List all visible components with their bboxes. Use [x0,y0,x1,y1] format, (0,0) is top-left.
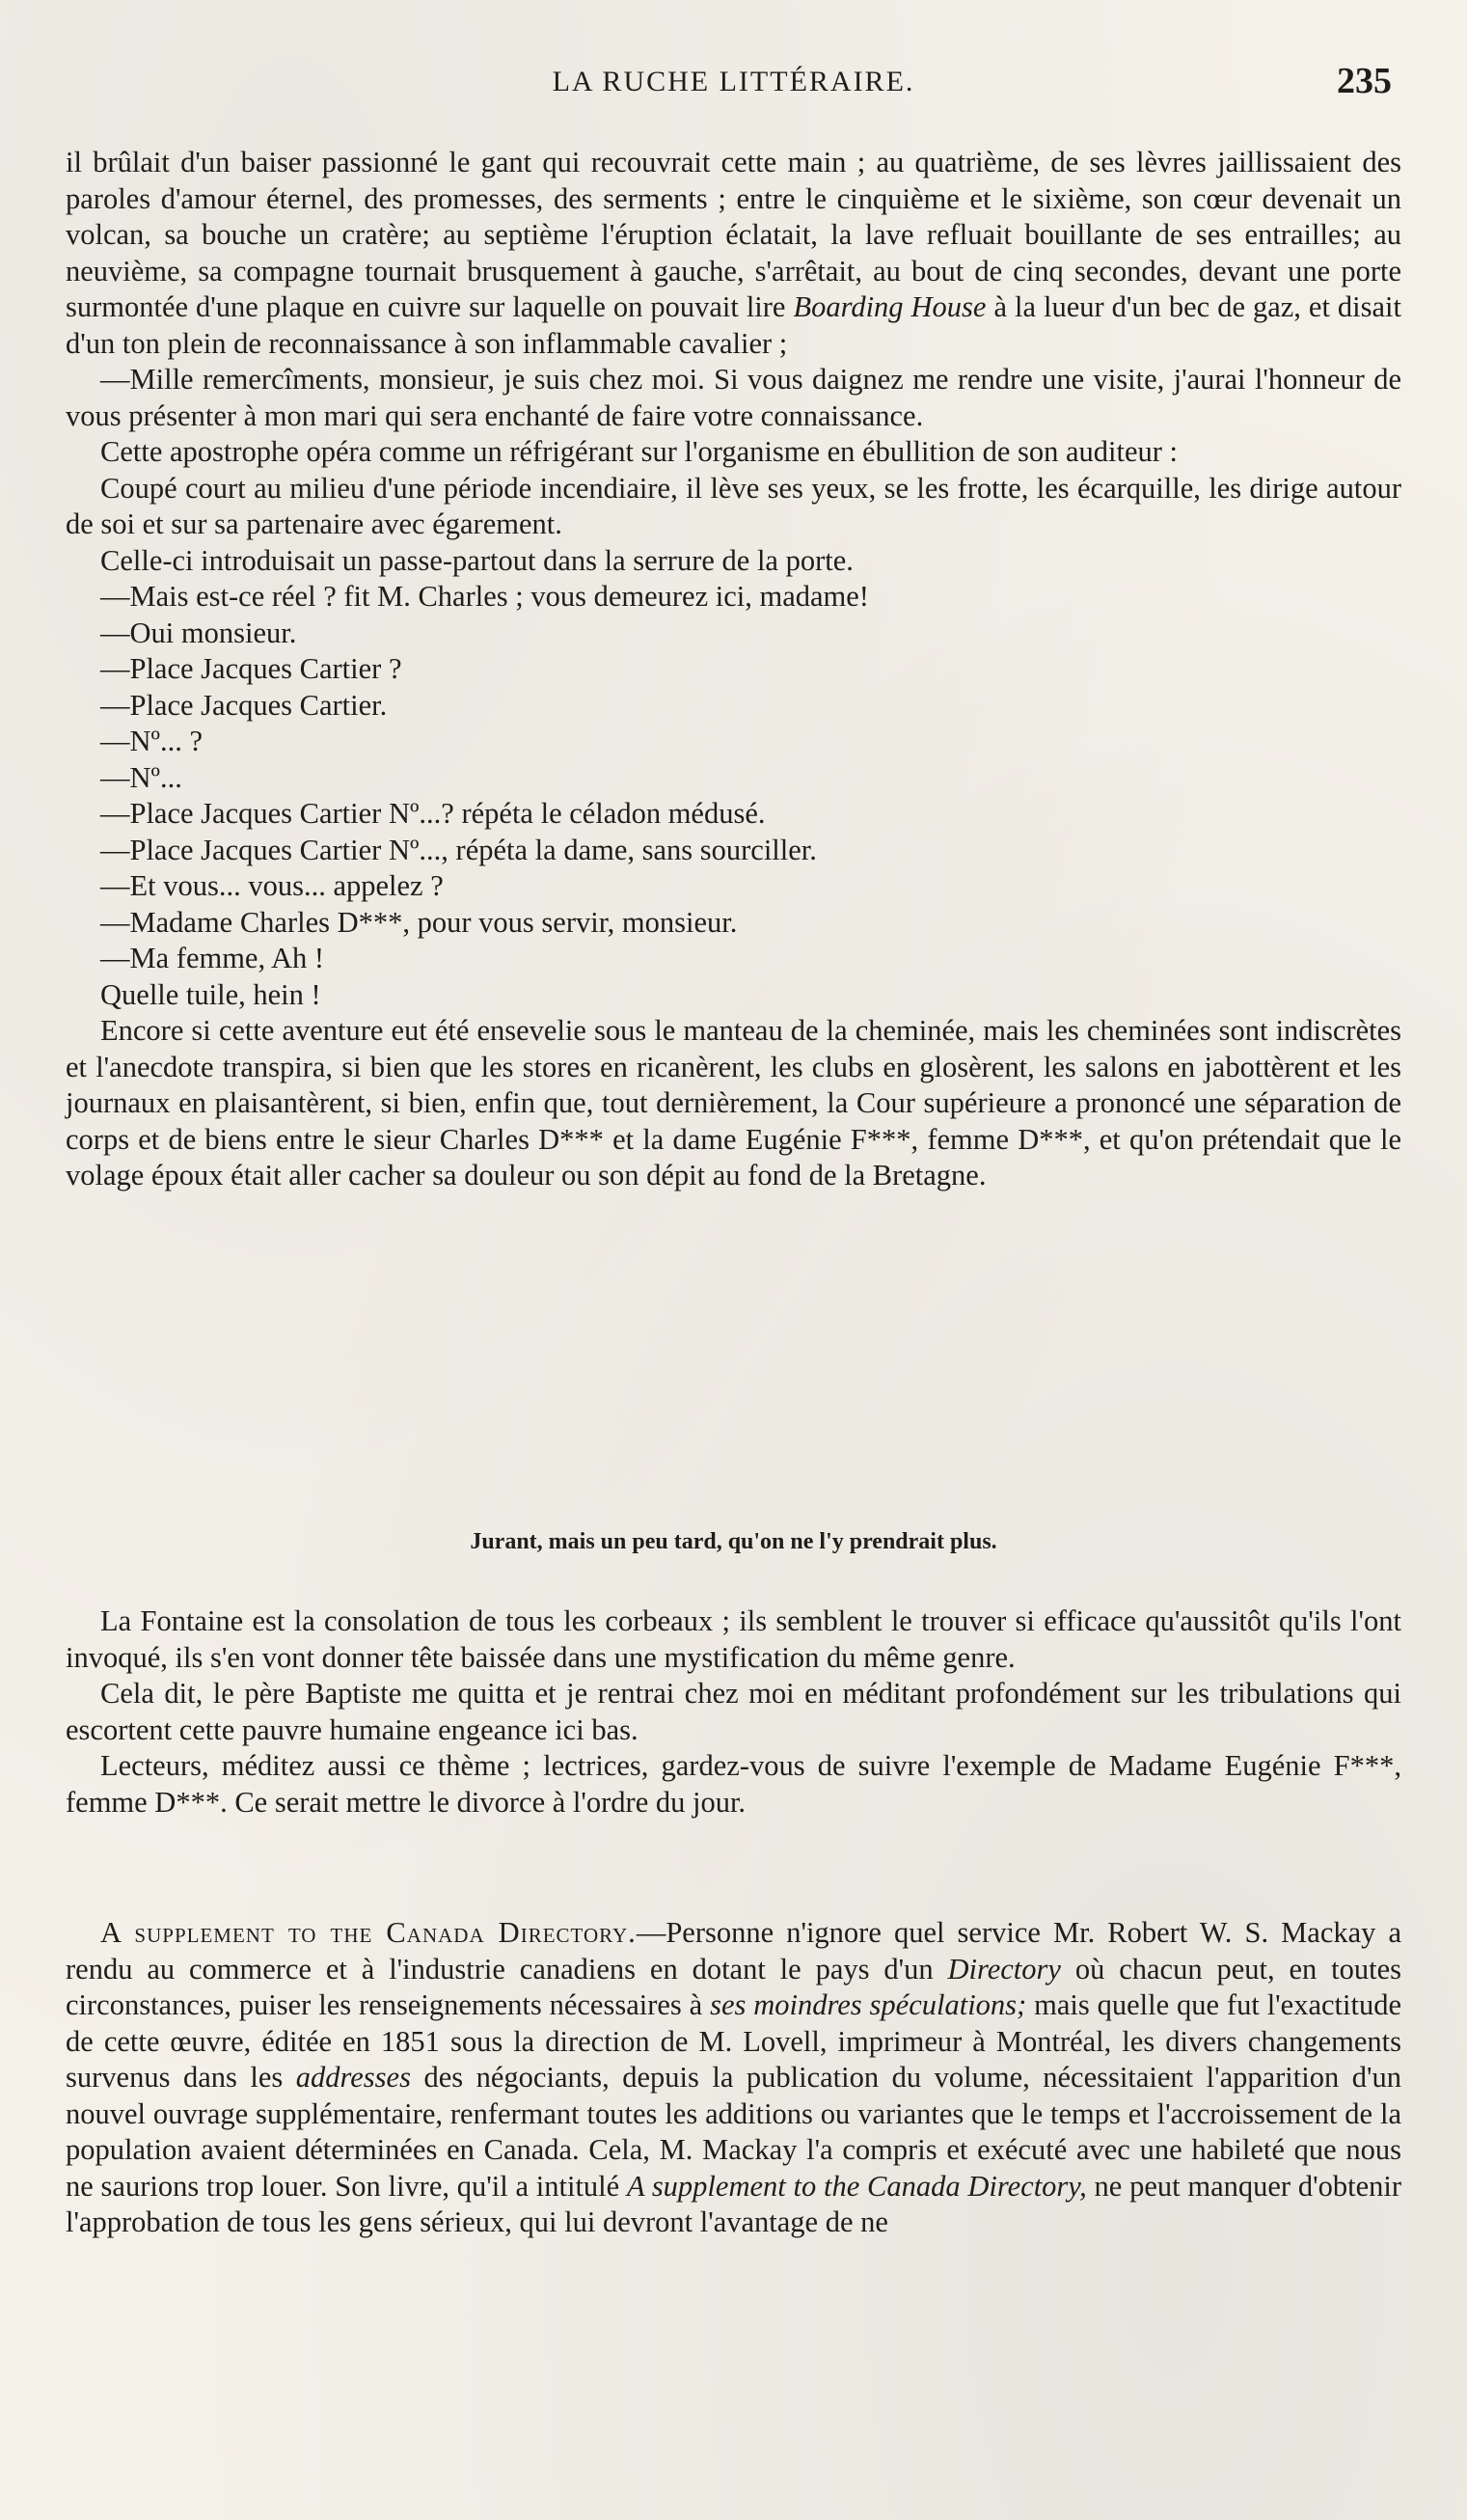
dialog-line: —Et vous... vous... appelez ? [100,869,444,902]
moral-block [66,1603,1401,1821]
story-paragraph-2: —Mille remercîments, monsieur, je suis chez moi. Si vous daignez me rendre une visite, j'aurai l'honneur de vous présenter à mon mari qui sera enchanté de faire votre connaissance. [66,363,1401,432]
supplement-paragraph: A supplement to the Canada Directory.—Personne n'ignore quel service Mr. Robert W. S. Mackay a rendu au commerce et à l'industrie canadiens en dotant le pays d'un Directory où chacun peut, en toutes circonstances, puiser les renseignements nécessaires à ses moindres spéculations; mais quelle que fut l'exactitude de cette œuvre, éditée en 1851 sous la direction de M. Lovell, imprimeur à Montréal, les divers changements survenus dans les addresses des négociants, depuis la publication du volume, nécessitaient l'apparition d'un nouvel ouvrage supplémentaire, renfermant toutes les additions ou variantes que le temps et l'accroissement de la population avaient déterminées en Canada. Cela, M. Mackay l'a compris et exécuté avec une habileté que nous ne saurions trop louer. Son livre, qu'il a intitulé A supplement to the Canada Directory, ne peut manquer d'obtenir l'approbation de tous les gens sérieux, qui lui devront l'avantage de ne [66,1916,1402,2238]
supplement-block [66,1915,1401,2241]
supplement-title: A supplement to the Canada Directory. [100,1916,637,1949]
story-paragraph-3: Cette apostrophe opéra comme un réfrigérant sur l'organisme en ébullition de son auditeur : [100,435,1179,468]
page-number: 235 [1337,61,1392,101]
moral-paragraph-1: La Fontaine est la consolation de tous les corbeaux ; ils semblent le trouver si efficace qu'aussitôt qu'ils l'ont invoqué, ils s'en vont donner tête baissée dans une mystification du même genre. [66,1604,1401,1674]
story-block [66,145,1401,1194]
dialog-line: —Nº... [100,760,182,794]
dialog-line: —Oui monsieur. [100,616,297,649]
dialog-line: —Mais est-ce réel ? fit M. Charles ; vous demeurez ici, madame! [100,580,869,613]
running-title: LA RUCHE LITTÉRAIRE. [552,66,915,97]
story-paragraph-1: il brûlait d'un baiser passionné le gant qui recouvrait cette main ; au quatrième, de ses lèvres jaillissaient des paroles d'amour éternel, des promesses, des serments ; entre le cinquième et le sixième, son cœur devenait un volcan, sa bouche un cratère; au septième l'éruption éclatait, la lave refluait bouillante de ses entrailles; au neuvième, sa compagne tournait brusquement à gauche, s'arrêtait, au bout de cinq secondes, devant une porte surmontée d'une plaque en cuivre sur laquelle on pouvait lire Boarding House à la lueur d'un bec de gaz, et disait d'un ton plein de reconnaissance à son inflammable cavalier ; [66,146,1401,360]
running-head [0,60,1467,108]
dialog-line: —Madame Charles D***, pour vous servir, monsieur. [100,905,738,939]
dialog-line: —Nº... ? [100,725,204,757]
story-paragraph-6: Encore si cette aventure eut été ensevelie sous le manteau de la cheminée, mais les cheminées sont indiscrètes et l'anecdote transpira, si bien que les stores en ricanèrent, les clubs en glosèrent, les salons en jabottèrent et les journaux en plaisantèrent, si bien, enfin que, tout dernièrement, la Cour supérieure a prononcé une séparation de corps et de biens entre le sieur Charles D*** et la dame Eugénie F***, femme D***, et qu'on prétendait que le volage époux était aller cacher sa douleur ou son dépit au fond de la Bretagne. [66,1014,1401,1192]
story-paragraph-4: Coupé court au milieu d'une période incendiaire, il lève ses yeux, se les frotte, les écarquille, les dirige autour de soi et sur sa partenaire avec égarement. [66,471,1401,540]
dialog-line: —Place Jacques Cartier ? [100,652,402,685]
moral-heading: Jurant, mais un peu tard, qu'on ne l'y prendrait plus. [470,1529,997,1554]
dialog-line: —Place Jacques Cartier. [100,688,388,722]
dialog-line: Quelle tuile, hein ! [100,977,321,1011]
story-paragraph-5: Celle-ci introduisait un passe-partout dans la serrure de la porte. [100,543,854,577]
dialog-line: —Place Jacques Cartier Nº...? répéta le céladon médusé. [100,797,766,830]
boarding-house-italic: Boarding House [793,290,987,323]
moral-paragraph-2: Cela dit, le père Baptiste me quitta et je rentrai chez moi en méditant profondément sur les tribulations qui escortent cette pauvre humaine engeance ici bas. [66,1677,1401,1746]
moral-paragraph-3: Lecteurs, méditez aussi ce thème ; lectrices, gardez-vous de suivre l'exemple de Madame Eugénie F***, femme D***. Ce serait mettre le divorce à l'ordre du jour. [66,1749,1401,1819]
dialog-line: —Ma femme, Ah ! [100,942,325,974]
dialog-line: —Place Jacques Cartier Nº..., répéta la dame, sans sourciller. [100,833,817,866]
